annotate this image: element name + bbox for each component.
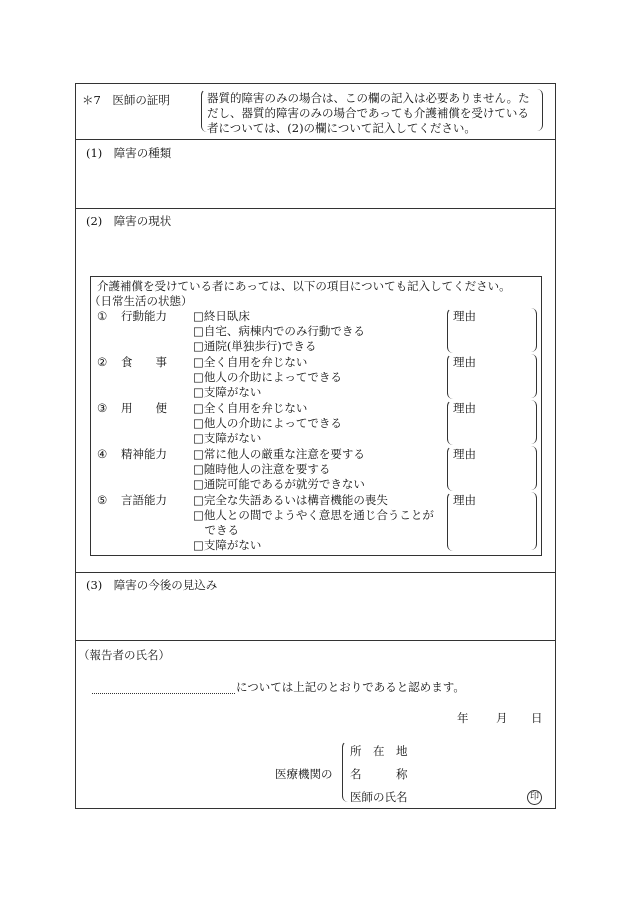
note-brace-right — [537, 89, 543, 131]
section7-note-line-1: 器質的障害のみの場合は、この欄の記入は必要ありません。た — [207, 91, 530, 105]
reason-label: 理由 — [453, 355, 476, 369]
divider — [76, 139, 555, 140]
address-label: 所 在 地 — [350, 744, 408, 758]
option-checkbox[interactable]: □他人との間でようやく意思を通じ合うことが — [193, 508, 434, 522]
item-name: 用 便 — [121, 401, 167, 415]
item-name: 言語能力 — [121, 493, 167, 507]
option-checkbox[interactable]: □全く自用を弁じない — [193, 401, 308, 415]
reason-brace-right — [531, 492, 537, 550]
reason-brace-right — [531, 446, 537, 490]
option-checkbox[interactable]: □支障がない — [193, 431, 262, 445]
option-checkbox[interactable]: □随時他人の注意を要する — [193, 462, 331, 476]
option-checkbox[interactable]: □全く自用を弁じない — [193, 355, 308, 369]
item-number: ② — [97, 355, 108, 369]
section7-label: ＊7 医師の証明 — [82, 93, 170, 107]
reason-brace-right — [531, 400, 537, 444]
option-checkbox[interactable]: □自宅、病棟内でのみ行動できる — [193, 324, 365, 338]
doctor-name-label: 医師の氏名 — [350, 790, 408, 804]
certificate-form — [75, 83, 556, 809]
institution-label: 医療機関の — [275, 767, 333, 781]
item-name: 行動能力 — [121, 309, 167, 323]
divider — [76, 640, 555, 641]
reason-label: 理由 — [453, 493, 476, 507]
item-name: 精神能力 — [121, 447, 167, 461]
option-checkbox[interactable]: □常に他人の厳重な注意を要する — [193, 447, 365, 461]
section2-title: (2) 障害の現状 — [86, 214, 172, 228]
reporter-label: （報告者の氏名） — [78, 648, 170, 662]
item-number: ④ — [97, 447, 108, 461]
reason-label: 理由 — [453, 309, 476, 323]
option-checkbox[interactable]: □完全な失語あるいは構音機能の喪失 — [193, 493, 388, 507]
item-number: ⑤ — [97, 493, 108, 507]
item-number: ① — [97, 309, 108, 323]
section3-title: (3) 障害の今後の見込み — [86, 578, 218, 592]
date-day: 日 — [531, 711, 543, 725]
reason-label: 理由 — [453, 401, 476, 415]
option-continuation: できる — [193, 523, 239, 537]
section7-note-line-3: 者については、(2)の欄について記入してください。 — [207, 121, 476, 135]
option-checkbox[interactable]: □終日臥床 — [193, 309, 250, 323]
institution-brace — [342, 741, 348, 802]
date-year: 年 — [457, 711, 469, 725]
option-checkbox[interactable]: □他人の介助によってできる — [193, 370, 342, 384]
name-label: 名 称 — [350, 767, 408, 781]
divider — [76, 572, 555, 573]
reason-brace-right — [531, 354, 537, 398]
option-checkbox[interactable]: □通院可能であるが就労できない — [193, 477, 365, 491]
date-month: 月 — [496, 711, 508, 725]
reason-label: 理由 — [453, 447, 476, 461]
section1-title: (1) 障害の種類 — [86, 146, 172, 160]
confirm-text: については上記のとおりであると認めます。 — [236, 680, 465, 694]
option-checkbox[interactable]: □支障がない — [193, 385, 262, 399]
reporter-name-field[interactable] — [92, 693, 235, 694]
option-checkbox[interactable]: □支障がない — [193, 538, 262, 552]
divider — [76, 208, 555, 209]
box-intro: 介護補償を受けている者にあっては、以下の項目についても記入してください。 — [97, 279, 511, 293]
seal-icon: 印 — [527, 790, 542, 805]
item-number: ③ — [97, 401, 108, 415]
option-checkbox[interactable]: □他人の介助によってできる — [193, 416, 342, 430]
reason-brace-right — [531, 308, 537, 352]
option-checkbox[interactable]: □通院(単独歩行)できる — [193, 339, 317, 353]
section7-note-line-2: だし、器質的障害のみの場合であっても介護補償を受けている — [207, 106, 529, 120]
item-name: 食 事 — [121, 355, 167, 369]
box-subtitle: （日常生活の状態） — [89, 294, 193, 308]
daily-life-box — [90, 276, 542, 556]
